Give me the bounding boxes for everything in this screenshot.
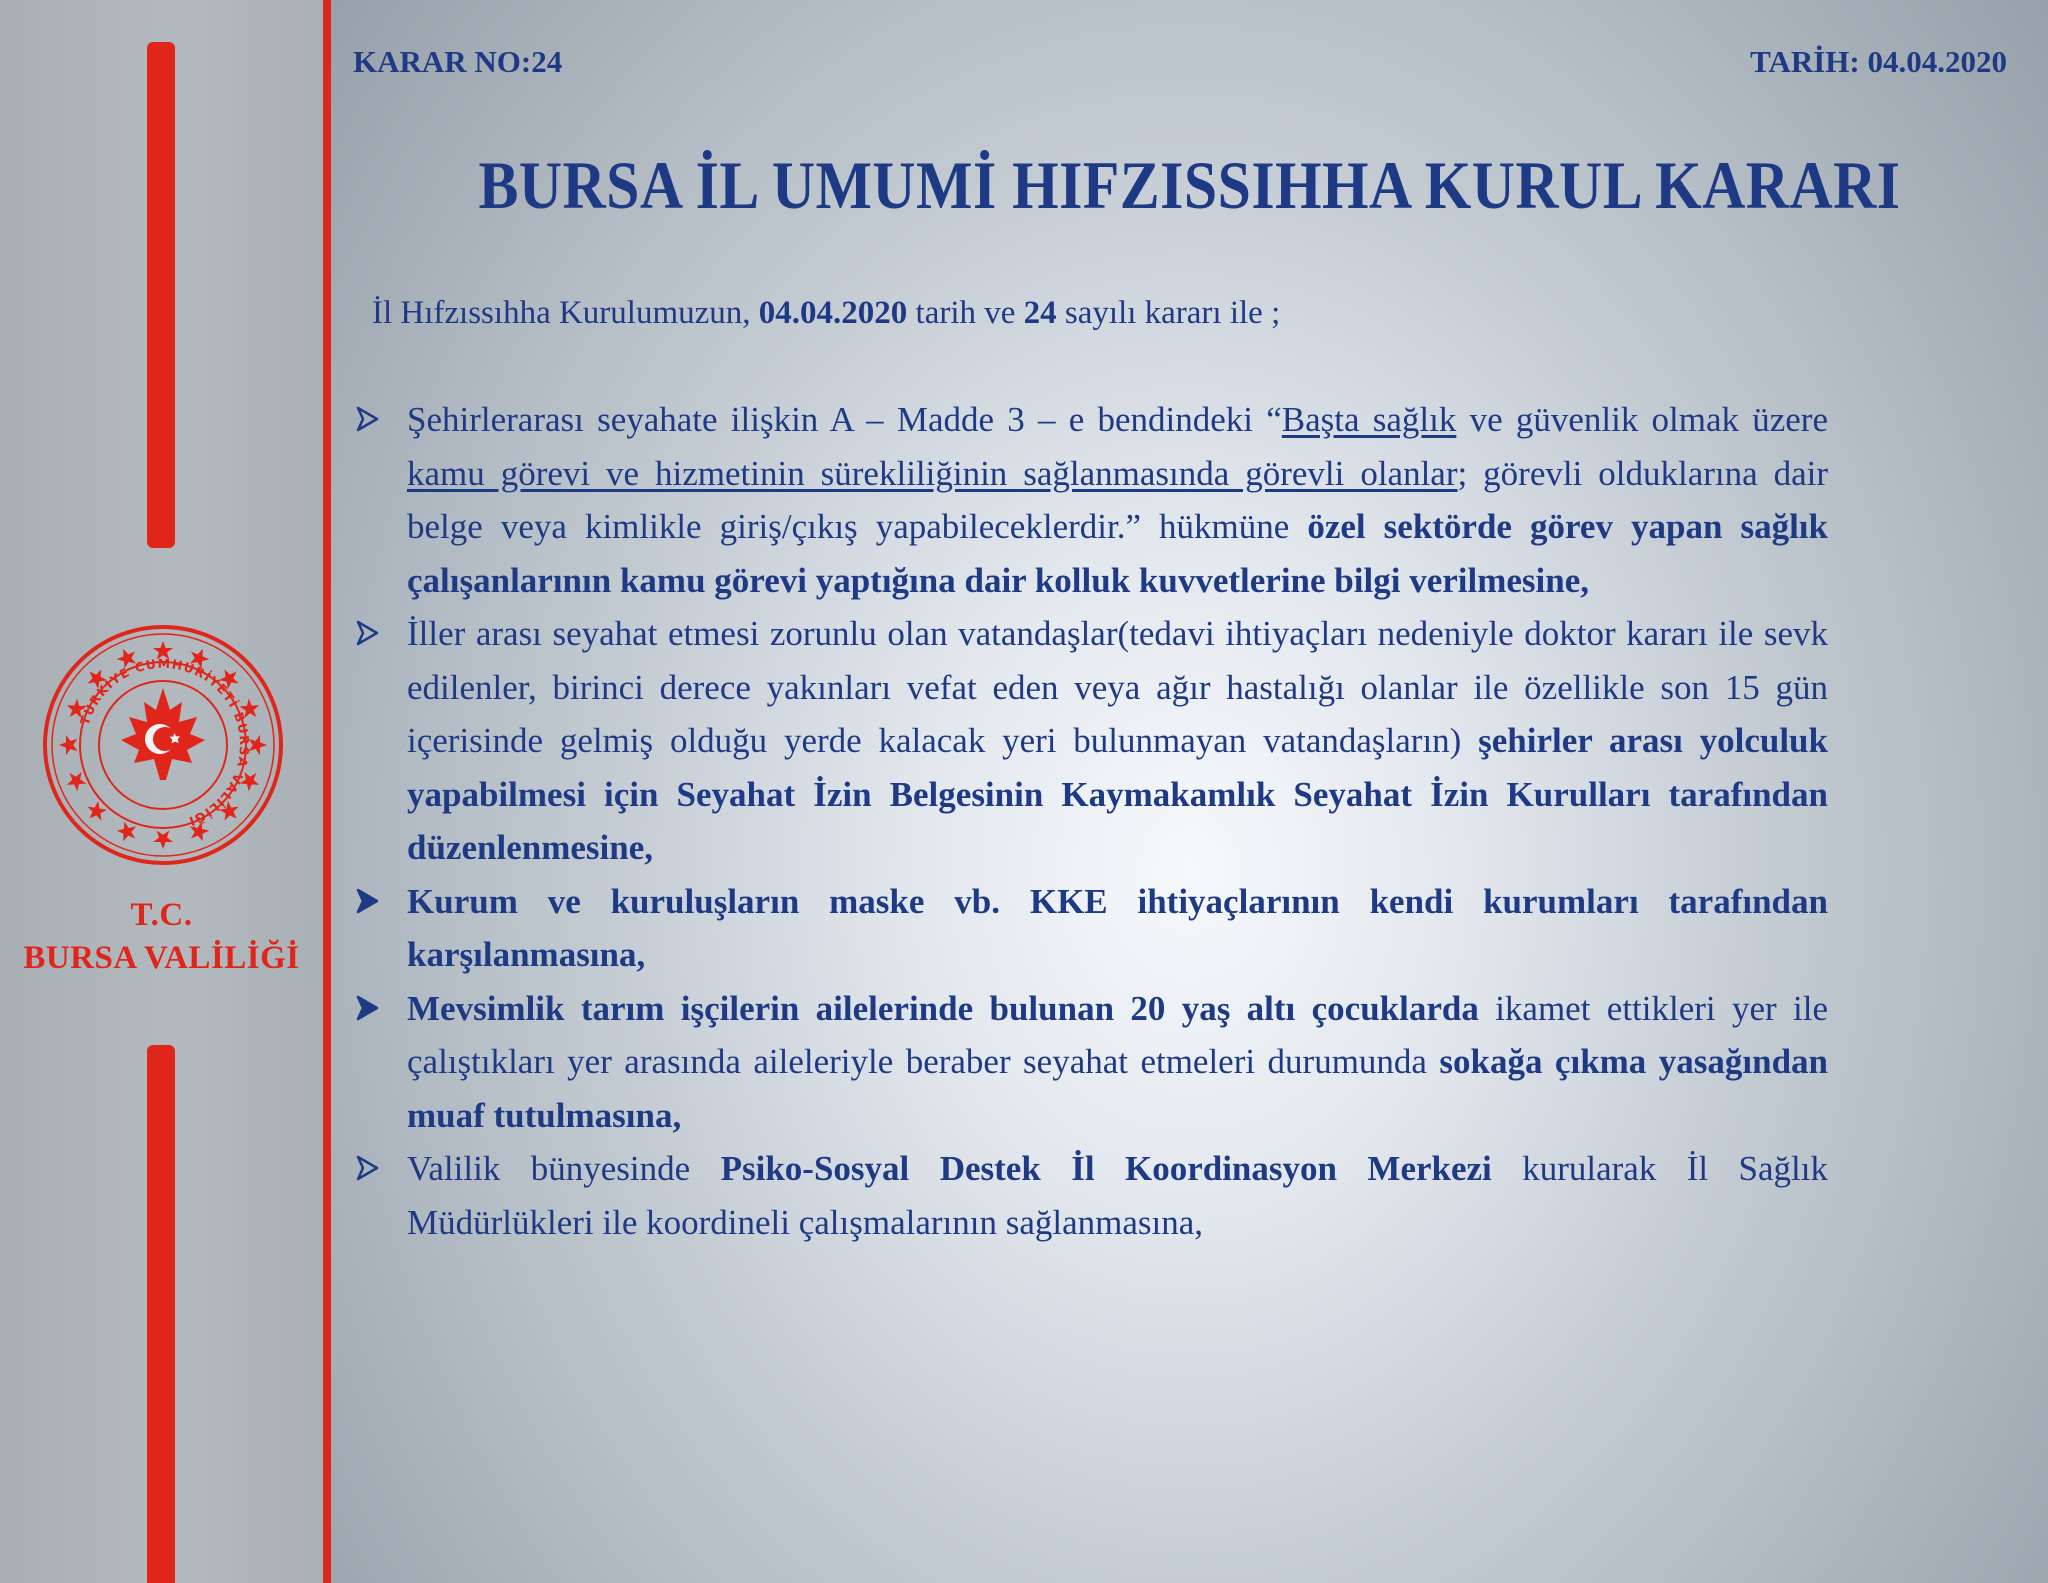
main-panel xyxy=(331,0,2048,1583)
gov-label-bursa-valiligi: BURSA VALİLİĞİ xyxy=(23,940,300,976)
list-item: Kurum ve kuruluşların maske vb. KKE ihtiyaçlarının kendi kurumları tarafından karşılanmasına, xyxy=(331,875,2048,982)
red-accent-bar-bottom xyxy=(147,1045,175,1583)
sidebar xyxy=(0,0,323,1583)
arrow-bullet-icon xyxy=(351,1142,385,1195)
list-item: Mevsimlik tarım işçilerin ailelerinde bulunan 20 yaş altı çocuklarda ikamet ettikleri yer ile çalıştıkları yer arasında aileleriyle beraber seyahat etmeleri durumunda sokağa çıkma yasağından muaf tutulmasına, xyxy=(331,982,2048,1143)
decision-date: TARİH: 04.04.2020 xyxy=(1750,44,2007,79)
arrow-bullet-icon xyxy=(351,607,385,660)
page-title: BURSA İL UMUMİ HIFZISSIHHA KURUL KARARI xyxy=(478,147,1901,223)
intro-sentence: İl Hıfzıssıhha Kurulumuzun, 04.04.2020 tarih ve 24 sayılı kararı ile ; xyxy=(372,295,1281,331)
gov-label-tc: T.C. xyxy=(130,897,193,933)
red-accent-bar-top xyxy=(147,42,175,548)
arrow-bullet-icon xyxy=(351,875,385,928)
arrow-bullet-icon xyxy=(351,982,385,1035)
seal-text: TÜRKİYE CUMHURİYETİ BURSA VALİLİĞİ xyxy=(76,655,253,830)
governorship-seal-icon xyxy=(40,622,286,868)
list-item: İller arası seyahat etmesi zorunlu olan vatandaşlar(tedavi ihtiyaçları nedeniyle doktor kararı ile sevk edilenler, birinci derece yakınları vefat eden veya ağır hastalığı olanlar ile özellikle son 15 gün içerisinde gelmiş olduğu yerde kalacak yeri bulunmayan vatandaşların) şehirler arası yolculuk yapabilmesi için Seyahat İzin Belgesinin Kaymakamlık Seyahat İzin Kurulları tarafından düzenlenmesine, xyxy=(331,607,2048,875)
list-item: Valilik bünyesinde Psiko-Sosyal Destek İl Koordinasyon Merkezi kurularak İl Sağlık Müdürlükleri ile koordineli çalışmalarının sağlanmasına, xyxy=(331,1142,2048,1249)
red-divider xyxy=(323,0,331,1583)
decision-list xyxy=(331,393,2048,1249)
arrow-bullet-icon xyxy=(351,393,385,446)
decision-number: KARAR NO:24 xyxy=(353,44,563,79)
list-item: Şehirlerarası seyahate ilişkin A – Madde 3 – e bendindeki “Başta sağlık ve güvenlik olmak üzere kamu görevi ve hizmetinin sürekliliğinin sağlanmasında görevli olanlar; görevli olduklarına dair belge veya kimlikle giriş/çıkış yapabileceklerdir.” hükmüne özel sektörde görev yapan sağlık çalışanlarının kamu görevi yaptığına dair kolluk kuvvetlerine bilgi verilmesine, xyxy=(331,393,2048,607)
